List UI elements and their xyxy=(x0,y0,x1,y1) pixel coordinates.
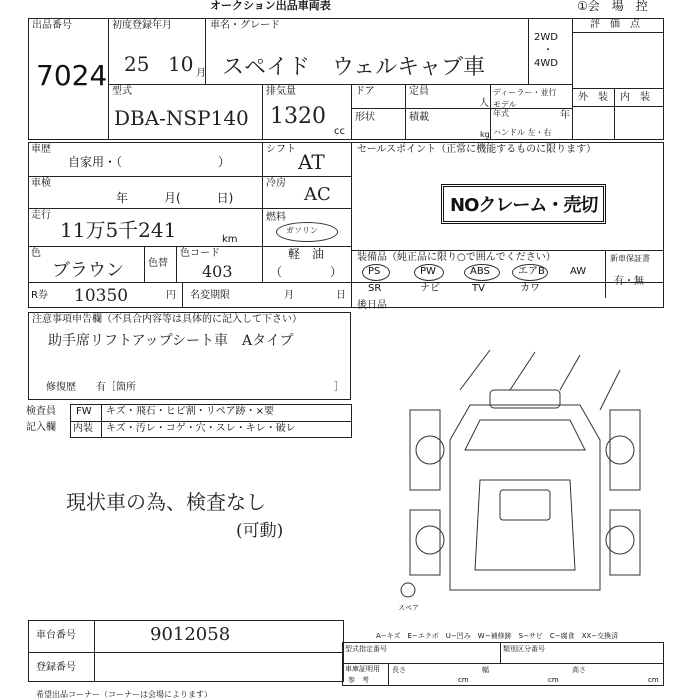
shift-label: シフト xyxy=(266,144,296,155)
lot-number: 7024 xyxy=(36,59,108,92)
equip-abs-circle xyxy=(464,264,500,281)
equip-sr: SR xyxy=(368,283,382,294)
spec-length: 長さ xyxy=(392,666,406,674)
color-code-value: 403 xyxy=(202,262,233,281)
repair-label: 修復歴 有［箇所 xyxy=(46,382,136,393)
equip-leather: カワ xyxy=(520,283,540,294)
drive-dot: ・ xyxy=(543,45,553,56)
chassis-label: 車台番号 xyxy=(36,630,76,641)
tax-label: 名変期限 xyxy=(190,290,230,301)
model-year-unit: 年 xyxy=(560,110,570,121)
after-day-label: 後日品 xyxy=(357,300,387,311)
header-title: オークション出品車両表 xyxy=(210,0,331,12)
load-label: 積載 xyxy=(409,112,429,123)
spec-cm-1: cm xyxy=(458,676,469,684)
drive-2wd: 2WD xyxy=(534,32,558,43)
inspector-label-1: 検査員 xyxy=(26,406,56,417)
load-unit: kg xyxy=(480,130,490,139)
tax-day: 日 xyxy=(336,290,346,301)
ac-value: AC xyxy=(304,184,331,205)
tax-month: 月 xyxy=(284,290,294,301)
fuel-gasoline: ガソリン xyxy=(286,226,318,235)
spec-cm-2: cm xyxy=(548,676,559,684)
recycle-unit: 円 xyxy=(166,290,176,301)
spec-c1: 型式指定番号 xyxy=(345,645,387,653)
equip-pw: PW xyxy=(420,266,436,277)
displacement-unit: cc xyxy=(334,126,345,137)
displacement-label: 排気量 xyxy=(266,86,296,97)
spec-cm-3: cm xyxy=(648,676,659,684)
model-label: 型式 xyxy=(112,86,132,97)
model-year-label: モデル 年式 xyxy=(493,100,517,118)
equip-pw-circle xyxy=(414,264,444,281)
warranty-label: 新車保証書 xyxy=(610,254,650,263)
spec-c2: 類別区分番号 xyxy=(503,645,545,653)
model-year-dealer: ディーラー・並行 xyxy=(493,88,557,97)
color-code-label: 色コード xyxy=(180,248,220,259)
equip-airbag: エアB xyxy=(518,266,545,277)
color-label: 色 xyxy=(31,248,41,259)
inspector-int-items: キズ・汚レ・コゲ・穴・スレ・キレ・破レ xyxy=(106,423,296,434)
displacement-value: 1320 xyxy=(270,104,326,129)
equip-tv: TV xyxy=(472,283,485,294)
fuel-label: 燃料 xyxy=(266,212,286,223)
model-value: DBA-NSP140 xyxy=(114,106,249,130)
first-reg-month: 10 xyxy=(168,52,194,76)
equip-ps: PS xyxy=(368,266,381,277)
venue-label: ①会 場 控 xyxy=(577,0,648,13)
recycle-label: R券 xyxy=(31,290,48,301)
usage-label: 車歴 xyxy=(31,144,51,155)
inspector-fw-items: キズ・飛石・ヒビ割・リペア跡・×要 xyxy=(106,406,274,417)
comment-line-1: 現状車の為、検査なし xyxy=(66,490,266,514)
mileage-label: 走行 xyxy=(31,210,51,221)
drive-4wd: 4WD xyxy=(534,58,558,69)
damage-code-legend: A−キズ E−エクボ U−凹み W−補修跡 S−サビ C−腐食 XX−交換済 xyxy=(376,632,619,640)
mileage-unit: km xyxy=(222,234,238,245)
color-change-label: 色替 xyxy=(148,258,168,269)
capacity-label: 定員 xyxy=(409,86,429,97)
no-claim-stamp: NOクレーム・売切 xyxy=(441,184,606,224)
equip-navi: ナビ xyxy=(420,283,440,294)
spec-width: 幅 xyxy=(482,666,489,674)
fuel-gasoline-circle xyxy=(276,222,338,242)
mileage-value: 11万5千241 xyxy=(60,218,177,242)
capacity-unit: 人 xyxy=(479,98,489,109)
comment-line-2: (可動) xyxy=(236,521,284,541)
equipment-label: 装備品（純正品に限り○で囲んでください） xyxy=(357,252,556,263)
notes-value: 助手席リフトアップシート車 Aタイプ xyxy=(48,333,294,349)
grade-label: 評 価 点 xyxy=(590,19,640,30)
diagram-spare-label: スペア xyxy=(398,604,419,612)
usage-value: 自家用・（ ） xyxy=(68,155,231,169)
fuel-other: （ ） xyxy=(270,265,343,279)
spec-ref: 参 考 xyxy=(348,676,369,684)
door-label: ドア xyxy=(355,86,375,97)
inspection-value: 年 月( 日) xyxy=(116,191,234,205)
first-reg-year: 25 xyxy=(124,52,150,76)
repair-close: ］ xyxy=(334,382,344,393)
equip-aw: AW xyxy=(570,266,587,277)
equip-airbag-circle xyxy=(512,264,548,281)
handle-label: ハンドル 左・右 xyxy=(493,128,552,137)
spec-c3: 車庫証明用 xyxy=(345,665,380,673)
chassis-value: 9012058 xyxy=(150,624,231,645)
inspector-interior: 内装 xyxy=(73,423,93,434)
notes-label: 注意事項申告欄（不具合内容等は具体的に記入して下さい） xyxy=(32,314,302,325)
color-value: ブラウン xyxy=(52,260,124,281)
shift-value: AT xyxy=(298,150,325,174)
inspection-label: 車検 xyxy=(31,178,51,189)
sales-point-label: セールスポイント（正常に機能するものに限ります） xyxy=(357,144,597,155)
car-name-value: スペイド ウェルキャブ車 xyxy=(222,55,486,80)
interior-label: 内 装 xyxy=(620,92,650,103)
shape-label: 形状 xyxy=(355,112,375,123)
first-reg-month-unit: 月 xyxy=(196,68,206,79)
registration-label: 登録番号 xyxy=(36,662,76,673)
lot-label: 出品番号 xyxy=(32,20,72,31)
car-damage-diagram xyxy=(400,350,650,610)
ac-label: 冷房 xyxy=(266,178,286,189)
inspector-fw: FW xyxy=(76,406,92,417)
car-name-label: 車名・グレード xyxy=(210,20,280,31)
exterior-label: 外 装 xyxy=(578,92,608,103)
equip-abs: ABS xyxy=(470,266,490,277)
warranty-value: 有・無 xyxy=(614,276,644,287)
bottom-corner-label: 希望出品コーナー（コーナーは会場によります） xyxy=(36,690,212,699)
inspector-label-2: 記入欄 xyxy=(26,422,56,433)
first-reg-label: 初度登録年月 xyxy=(112,20,172,31)
spec-height: 高さ xyxy=(572,666,586,674)
fuel-diesel: 軽 油 xyxy=(288,247,325,261)
equip-ps-circle xyxy=(362,264,390,281)
recycle-value: 10350 xyxy=(74,286,129,306)
